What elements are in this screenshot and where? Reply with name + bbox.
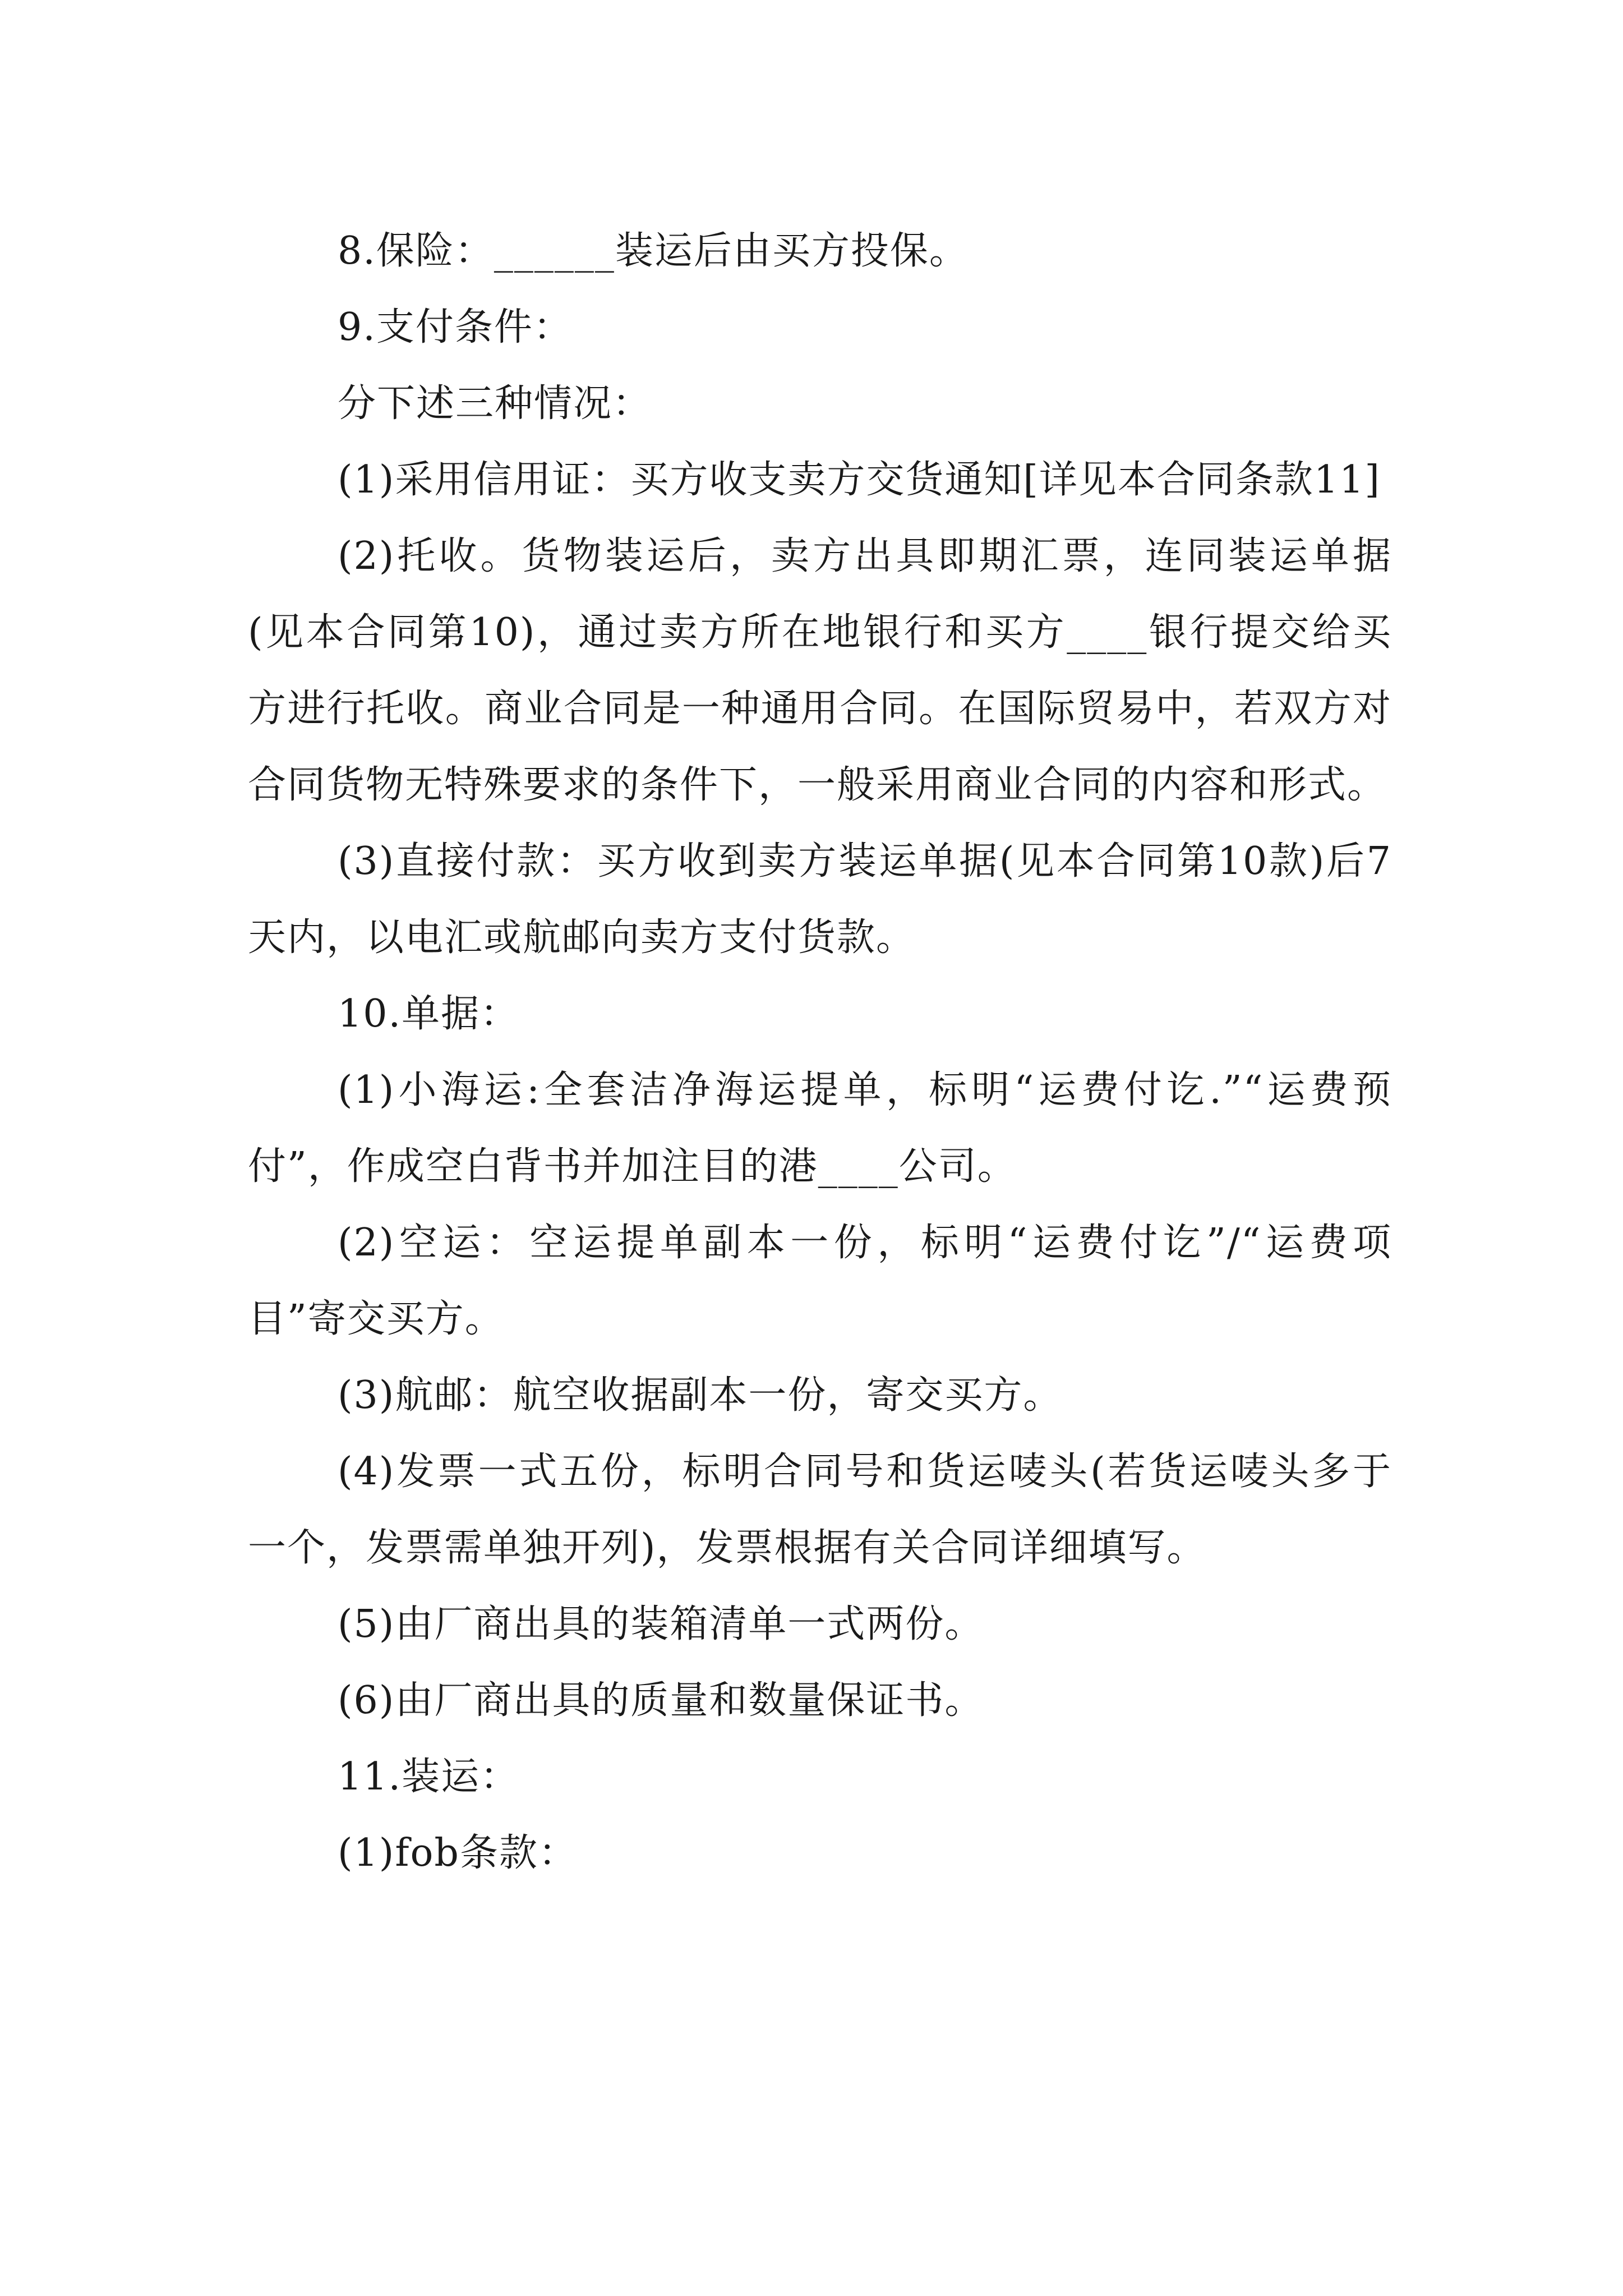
documents-air-shipping: (2)空运：空运提单副本一份，标明“运费付讫”/“运费项目”寄交买方。 <box>248 1221 1392 1341</box>
documents-quality-certificate: (6)由厂商出具的质量和数量保证书。 <box>338 1678 984 1723</box>
payment-collection: (2)托收。货物装运后，卖方出具即期汇票，连同装运单据(见本合同第10)，通过卖方所在地银行和买方____银行提交给买方进行托收。商业合同是一种通用合同。在国际贸易中，若双方对合同货物无特殊要求的条件下，一般采用商业合同的内容和形式。 <box>248 534 1392 807</box>
documents-ocean-shipping: (1)小海运:全套洁净海运提单，标明“运费付讫.”“运费预付”，作成空白背书并加注目的港____公司。 <box>248 1068 1392 1189</box>
clause-shipment-heading: 11.装运： <box>338 1755 520 1799</box>
clause-documents-heading: 10.单据： <box>338 992 520 1036</box>
documents-packing-list: (5)由厂商出具的装箱清单一式两份。 <box>338 1602 984 1646</box>
shipment-fob-terms: (1)fob条款： <box>338 1831 578 1875</box>
payment-cases-intro: 分下述三种情况： <box>338 381 652 426</box>
document-page <box>248 213 1392 1892</box>
clause-insurance: 8.保险：______装运后由买方投保。 <box>338 229 969 273</box>
payment-direct: (3)直接付款：买方收到卖方装运单据(见本合同第10款)后7天内，以电汇或航邮向卖方支付货款。 <box>248 839 1392 960</box>
clause-payment-heading: 9.支付条件： <box>338 305 573 349</box>
documents-invoice: (4)发票一式五份，标明合同号和货运唛头(若货运唛头多于一个，发票需单独开列)，发票根据有关合同详细填写。 <box>248 1450 1392 1570</box>
payment-letter-of-credit: (1)采用信用证：买方收支卖方交货通知[详见本合同条款11] <box>338 458 1381 502</box>
documents-air-mail: (3)航邮：航空收据副本一份，寄交买方。 <box>338 1373 1063 1418</box>
